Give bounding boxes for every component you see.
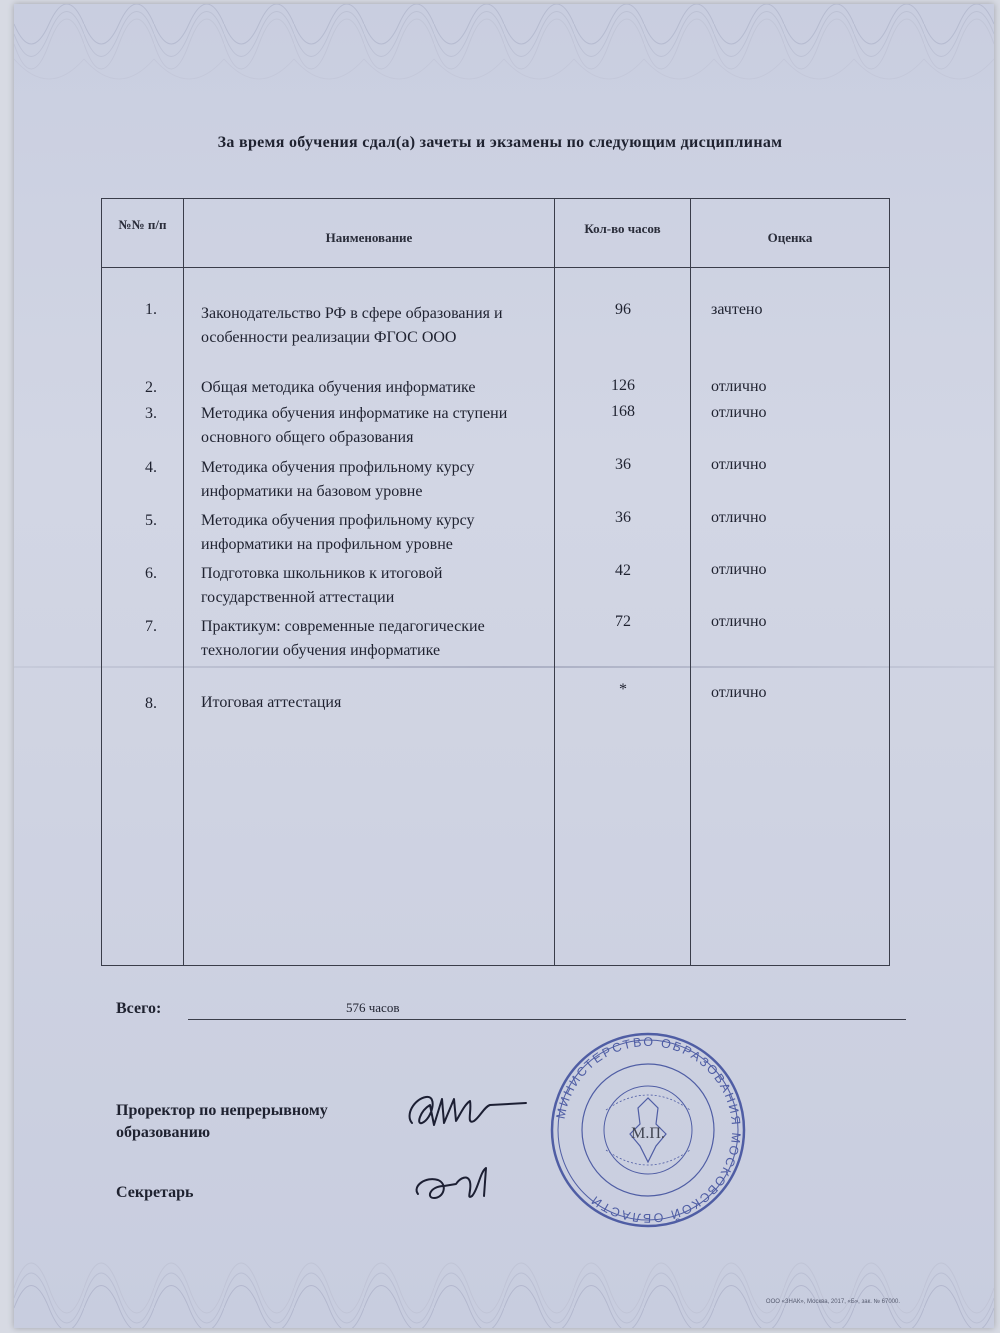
row-hours: 72 <box>615 613 631 630</box>
row-name: Методика обучения профильному курсу информатики на профильном уровне <box>201 512 475 553</box>
row-number: 7. <box>145 618 157 635</box>
row-name: Методика обучения профильному курсу информатики на базовом уровне <box>201 459 475 500</box>
secretary-label: Секретарь <box>116 1184 194 1201</box>
row-number: 4. <box>145 459 157 476</box>
row-grade: отлично <box>711 684 767 701</box>
total-underline <box>188 1019 906 1020</box>
printer-imprint: ООО «ЗНАК», Москва, 2017, «Б», зак. № 67000. <box>765 1299 900 1305</box>
row-name: Законодательство РФ в сфере образования и особенности реализации ФГОС ООО <box>201 305 503 346</box>
row-hours: * <box>619 681 627 698</box>
row-hours: 36 <box>615 456 631 473</box>
table-header-divider <box>102 267 889 268</box>
header-name: Наименование <box>325 230 413 245</box>
row-name: Общая методика обучения информатике <box>201 379 476 396</box>
row-hours: 36 <box>615 509 631 526</box>
row-grade: отлично <box>711 509 767 526</box>
seal-outer-text: МИНИСТЕРСТВО ОБРАЗОВАНИЯ МОСКОВСКОЙ ОБЛАСТИ <box>553 1034 744 1226</box>
row-name: Подготовка школьников к итоговой государственной аттестации <box>201 565 443 606</box>
row-grade: отлично <box>711 561 767 578</box>
total-label: Всего: <box>116 1000 162 1017</box>
row-number: 3. <box>145 405 157 422</box>
row-name: Практикум: современные педагогические технологии обучения информатике <box>201 618 485 659</box>
row-grade: отлично <box>711 613 767 630</box>
row-number: 6. <box>145 565 157 582</box>
row-hours: 168 <box>611 403 635 420</box>
row-number: 5. <box>145 512 157 529</box>
row-hours: 126 <box>611 377 635 394</box>
total-hours-line <box>116 1000 906 1024</box>
page-heading: За время обучения сдал(а) зачеты и экзамены по следующим дисциплинам <box>217 134 783 151</box>
row-name: Итоговая аттестация <box>201 694 342 711</box>
row-number: 8. <box>145 695 157 712</box>
header-hours: Кол-во часов <box>584 221 661 236</box>
row-hours: 96 <box>615 301 631 318</box>
row-name: Методика обучения информатике на ступени основного общего образования <box>201 405 508 446</box>
row-grade: отлично <box>711 378 767 395</box>
secretary-signature <box>408 1160 518 1210</box>
header-number: №№ п/п <box>118 217 167 232</box>
row-grade: зачтено <box>711 301 763 318</box>
row-number: 1. <box>145 301 157 318</box>
seal-center-text: М.П. <box>631 1125 665 1142</box>
prorector-signature <box>400 1085 535 1135</box>
guilloche-bottom-pattern <box>14 1208 994 1328</box>
header-grade: Оценка <box>767 230 813 245</box>
row-grade: отлично <box>711 456 767 473</box>
guilloche-top-pattern <box>14 4 994 114</box>
row-number: 2. <box>145 379 157 396</box>
prorector-label: Проректор по непрерывному образованию <box>116 1102 328 1141</box>
total-value: 576 часов <box>346 1000 400 1015</box>
official-seal <box>548 1030 748 1230</box>
row-grade: отлично <box>711 404 767 421</box>
row-hours: 42 <box>615 562 631 579</box>
